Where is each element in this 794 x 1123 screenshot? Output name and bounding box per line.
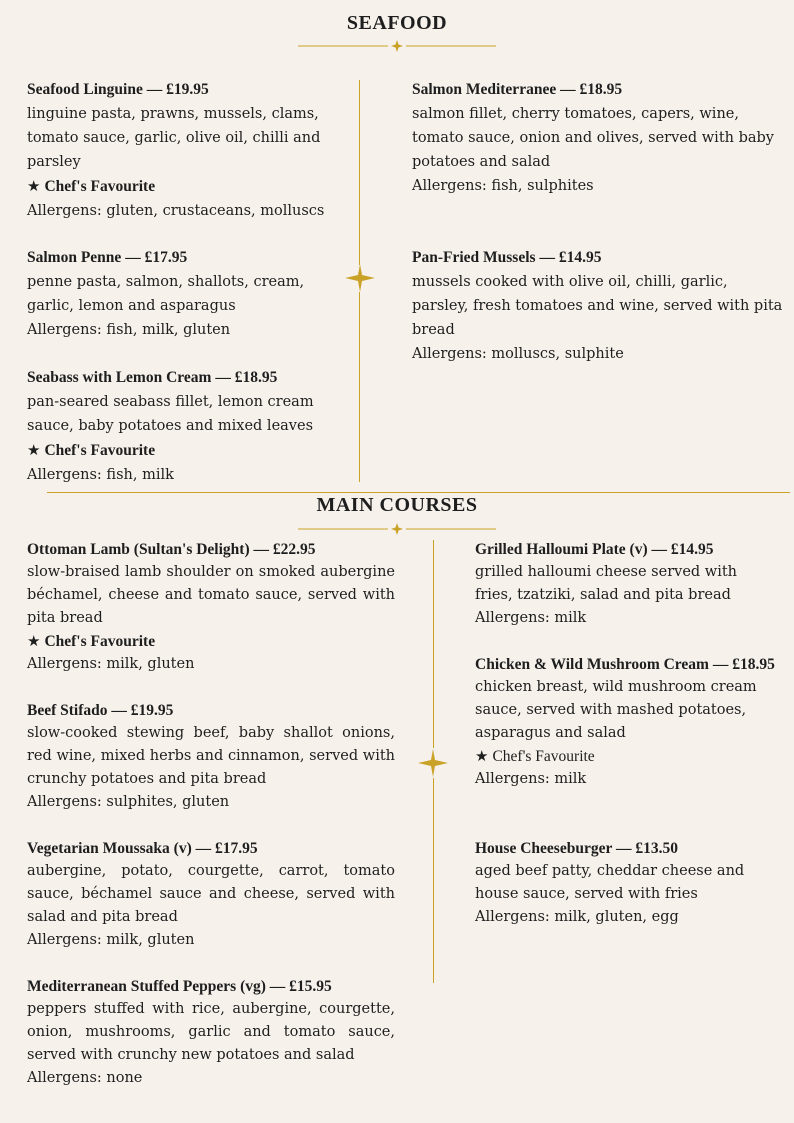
chefs-favourite: ★ Chef's Favourite	[27, 441, 156, 459]
item-description: penne pasta, salmon, shallots, cream, garlic, lemon and asparagus	[27, 274, 305, 314]
menu-item	[475, 653, 777, 791]
item-description: peppers stuffed with rice, aubergine, courgette, onion, mushrooms, garlic and tomato sauce, served with crunchy new potatoes and salad	[27, 1001, 395, 1063]
section-divider	[47, 492, 790, 493]
item-title: Salmon Penne — £17.95	[27, 249, 188, 266]
menu-item	[475, 837, 775, 929]
item-title: Vegetarian Moussaka (v) — £17.95	[27, 840, 258, 857]
item-title: Mediterranean Stuffed Peppers (vg) — £15.95	[27, 978, 332, 995]
item-title: Grilled Halloumi Plate (v) — £14.95	[475, 541, 714, 558]
chefs-favourite: ★ Chef's Favourite	[475, 747, 595, 765]
chefs-favourite: ★ Chef's Favourite	[27, 177, 156, 195]
item-description: salmon fillet, cherry tomatoes, capers, wine, tomato sauce, onion and olives, served with baby potatoes and salad	[412, 106, 774, 170]
heading-ornament	[298, 523, 496, 535]
menu-item	[27, 538, 395, 676]
menu-item	[27, 246, 327, 342]
item-description: aubergine, potato, courgette, carrot, tomato sauce, béchamel sauce and cheese, served with salad and pita bread	[27, 863, 395, 925]
column-divider	[359, 292, 360, 482]
item-description: aged beef patty, cheddar cheese and house sauce, served with fries	[475, 863, 745, 902]
menu-item	[412, 246, 787, 366]
heading-ornament	[298, 40, 496, 52]
item-description: mussels cooked with olive oil, chilli, garlic, parsley, fresh tomatoes and wine, served with pita bread	[412, 274, 783, 338]
item-allergens: Allergens: molluscs, sulphite	[412, 346, 624, 362]
item-title: Salmon Mediterranee — £18.95	[412, 81, 623, 98]
main-courses-heading: MAIN COURSES	[316, 494, 478, 516]
item-allergens: Allergens: milk, gluten, egg	[475, 909, 679, 925]
seafood-heading: SEAFOOD	[346, 12, 448, 34]
item-title: Pan-Fried Mussels — £14.95	[412, 249, 602, 266]
item-description: linguine pasta, prawns, mussels, clams, tomato sauce, garlic, olive oil, chilli and parsley	[27, 106, 321, 170]
star-icon: ★	[475, 747, 489, 765]
column-divider	[433, 540, 434, 748]
menu-item	[27, 366, 327, 487]
item-description: grilled halloumi cheese served with fries, tzatziki, salad and pita bread	[475, 564, 738, 603]
item-description: slow-braised lamb shoulder on smoked aubergine béchamel, cheese and tomato sauce, served with pita bread	[27, 564, 395, 626]
star-icon: ★	[27, 632, 41, 650]
star-icon: ★	[27, 177, 41, 195]
item-allergens: Allergens: fish, milk, gluten	[27, 322, 231, 338]
star-icon: ★	[27, 441, 41, 459]
chefs-favourite: ★ Chef's Favourite	[27, 632, 156, 650]
menu-item	[27, 975, 395, 1090]
item-title: Seabass with Lemon Cream — £18.95	[27, 369, 278, 386]
item-title: Ottoman Lamb (Sultan's Delight) — £22.95	[27, 541, 316, 558]
item-description: pan-seared seabass fillet, lemon cream sauce, baby potatoes and mixed leaves	[27, 394, 314, 434]
column-divider	[433, 778, 434, 983]
item-allergens: Allergens: milk	[475, 771, 587, 787]
menu-item	[27, 699, 395, 814]
item-title: Beef Stifado — £19.95	[27, 702, 174, 719]
item-description: chicken breast, wild mushroom cream sauce, served with mashed potatoes, asparagus and salad	[475, 679, 757, 741]
item-title: House Cheeseburger — £13.50	[475, 840, 678, 857]
menu-item	[412, 78, 787, 198]
item-allergens: Allergens: milk, gluten	[27, 656, 195, 672]
sparkle-icon	[345, 264, 375, 292]
item-allergens: Allergens: fish, sulphites	[412, 178, 594, 194]
menu-item	[27, 78, 327, 223]
item-allergens: Allergens: milk	[475, 610, 587, 626]
item-allergens: Allergens: sulphites, gluten	[27, 794, 230, 810]
sparkle-icon	[391, 523, 403, 535]
item-allergens: Allergens: fish, milk	[27, 467, 174, 483]
item-description: slow-cooked stewing beef, baby shallot onions, red wine, mixed herbs and cinnamon, served with crunchy potatoes and pita bread	[27, 725, 395, 787]
menu-item	[27, 837, 395, 952]
item-allergens: Allergens: milk, gluten	[27, 932, 195, 948]
sparkle-icon	[391, 40, 403, 52]
menu-item	[475, 538, 775, 630]
item-allergens: Allergens: none	[27, 1070, 143, 1086]
item-title: Chicken & Wild Mushroom Cream — £18.95	[475, 656, 775, 673]
item-allergens: Allergens: gluten, crustaceans, molluscs	[27, 203, 325, 219]
item-title: Seafood Linguine — £19.95	[27, 81, 209, 98]
sparkle-icon	[418, 749, 448, 777]
column-divider	[359, 80, 360, 265]
